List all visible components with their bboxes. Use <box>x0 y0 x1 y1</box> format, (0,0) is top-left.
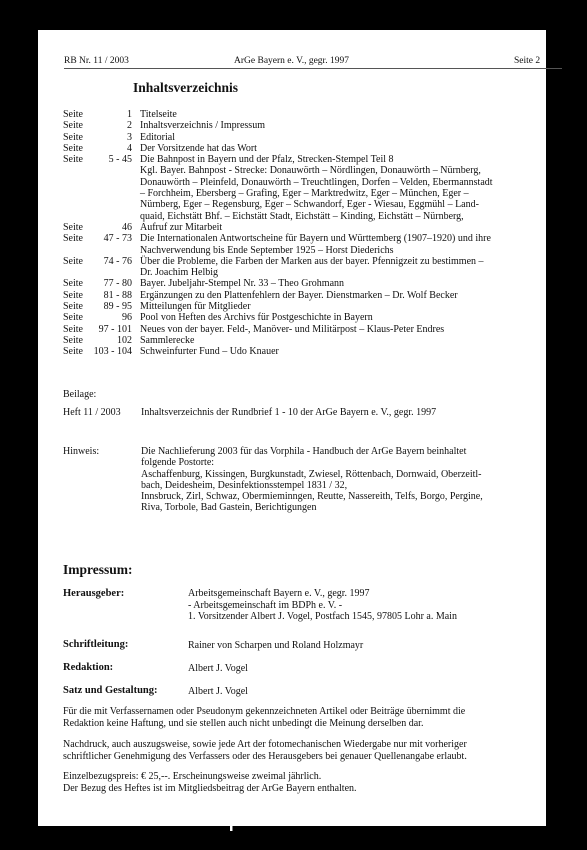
redaktion-value: Albert J. Vogel <box>188 663 248 674</box>
toc-entry-title: Dr. Joachim Helbig <box>140 267 219 279</box>
toc-entry-title: Mitteilungen für Mitglieder <box>140 301 251 313</box>
hinweis-line: folgende Postorte: <box>141 457 215 469</box>
hinweis-line: Die Nachlieferung 2003 für das Vorphila - Handbuch der ArGe Bayern beinhaltet <box>141 446 467 457</box>
toc-entry-title: Der Vorsitzende hat das Wort <box>140 142 257 154</box>
toc-page-number <box>93 245 140 256</box>
toc-seite-label: Seite <box>63 278 83 290</box>
toc-page-number: 47 - 73 <box>103 233 132 245</box>
toc-page-number: 96 <box>122 312 132 324</box>
toc-page-number <box>93 177 140 188</box>
toc-entry-title: Nürnberg, Eger – Regensburg, Eger – Schwandorf, Eger - Wiesau, Eggmühl – Land- <box>140 199 479 211</box>
toc-seite-label: Seite <box>63 142 83 154</box>
toc-page-number: 74 - 76 <box>103 255 132 267</box>
toc-page-number <box>93 211 140 222</box>
toc-entry-title: – Forchheim, Ebersberg – Grafing, Eger – Marktredwitz, Eger – München, Eger – <box>140 188 469 200</box>
toc-seite-label: Seite <box>63 346 83 358</box>
hinweis-label: Hinweis: <box>63 446 100 457</box>
toc-entry-title: Über die Probleme, die Farben der Marken aus der bayer. Pfennigzeit zu bestimmen – <box>140 255 484 267</box>
disclaimer-paragraph <box>63 706 545 729</box>
toc-seite-label: Seite <box>63 221 83 233</box>
hinweis-line: Innsbruck, Zirl, Schwaz, Obermieminngen, Reutte, Nassereith, Telfs, Borgo, Pergine, <box>141 491 483 503</box>
toc-seite-label: Seite <box>63 301 83 313</box>
toc-seite-label: Seite <box>63 312 83 324</box>
toc-row <box>63 177 543 188</box>
toc-page-number: 102 <box>117 334 132 346</box>
herausgeber-line: - Arbeitsgemeinschaft im BDPh e. V. - <box>188 599 343 611</box>
toc-page-number: 3 <box>127 131 132 143</box>
paragraph-line: schriftlicher Genehmigung des Verfassers oder des Herausgebers bei genauer Quellenangabe erlaubt. <box>63 750 467 762</box>
toc-entry-title: Ergänzungen zu den Plattenfehlern der Bayer. Dienstmarken – Dr. Wolf Becker <box>140 289 458 301</box>
toc-entry-title: Kgl. Bayer. Bahnpost - Strecke: Donauwörth – Nördlingen, Donauwörth – Nürnberg, <box>140 165 481 177</box>
hinweis-text <box>141 446 541 514</box>
header-issue: RB Nr. 11 / 2003 <box>64 56 129 66</box>
hinweis-line: bach, Deidesheim, Desinfektionsstempel 1831 / 32, <box>141 479 348 491</box>
toc-entry-title: quaid, Eichstätt Bhf. – Eichstätt Stadt, Eichstätt – Kinding, Eichstätt – Nürnberg, <box>140 210 464 222</box>
toc-row <box>63 290 543 301</box>
herausgeber-line: 1. Vorsitzender Albert J. Vogel, Postfach 1545, 97805 Lohr a. Main <box>188 611 457 622</box>
satz-value: Albert J. Vogel <box>188 686 248 697</box>
header-publisher: ArGe Bayern e. V., gegr. 1997 <box>234 56 349 66</box>
satz-label: Satz und Gestaltung: <box>63 685 158 696</box>
toc-title: Inhaltsverzeichnis <box>133 80 239 95</box>
toc-seite-label <box>63 199 93 210</box>
toc-row <box>63 188 543 199</box>
toc-page-number: 2 <box>127 120 132 132</box>
herausgeber-value <box>188 588 548 623</box>
toc-entry-title: Bayer. Jubeljahr-Stempel Nr. 33 – Theo Grohmann <box>140 278 345 290</box>
toc-row <box>63 324 543 335</box>
document-page <box>38 30 546 826</box>
toc-page-number: 97 - 101 <box>98 323 132 335</box>
toc-row <box>63 312 543 323</box>
toc-seite-label <box>63 165 93 176</box>
toc-row <box>63 256 543 267</box>
toc-row <box>63 233 543 244</box>
toc-entry-title: Sammlerecke <box>140 334 195 346</box>
toc-seite-label <box>63 177 93 188</box>
toc-seite-label: Seite <box>63 233 83 245</box>
header-rule <box>64 68 562 69</box>
toc-entry-title: Titelseite <box>140 109 177 120</box>
toc-seite-label: Seite <box>63 131 83 143</box>
toc-seite-label <box>63 211 93 222</box>
toc-entry-title: Aufruf zur Mitarbeit <box>140 221 223 233</box>
paragraph-line: Nachdruck, auch auszugsweise, sowie jede Art der fotomechanischen Wiedergabe nur mit vorheriger <box>63 739 467 750</box>
hinweis-line: Aschaffenburg, Kissingen, Burgkunstadt, Zwiesel, Röttenbach, Dornwaid, Oberzeitl- <box>141 468 482 480</box>
toc-row <box>63 211 543 222</box>
toc-row <box>63 267 543 278</box>
schriftleitung-value: Rainer von Scharpen und Roland Holzmayr <box>188 640 364 651</box>
toc-entry-title: Die Bahnpost in Bayern und der Pfalz, Strecken-Stempel Teil 8 <box>140 154 394 166</box>
toc-seite-label: Seite <box>63 334 83 346</box>
toc-row <box>63 222 543 233</box>
paragraph-line: Für die mit Verfassernamen oder Pseudonym gekennzeichneten Artikel oder Beiträge übernimmt die <box>63 706 466 717</box>
toc-row <box>63 245 543 256</box>
header-page-number: Seite 2 <box>514 56 541 66</box>
toc-seite-label <box>63 245 93 256</box>
toc-page-number: 89 - 95 <box>103 301 132 313</box>
toc-seite-label <box>63 188 93 199</box>
toc-entry-title: Neues von der bayer. Feld-, Manöver- und Militärpost – Klaus-Peter Endres <box>140 323 445 335</box>
toc-seite-label: Seite <box>63 120 83 132</box>
price-paragraph <box>63 771 545 794</box>
toc-seite-label: Seite <box>63 289 83 301</box>
watermark-url: www.philabooks.com <box>160 800 427 831</box>
toc-row <box>63 165 543 176</box>
toc-seite-label: Seite <box>63 154 83 166</box>
toc-page-number <box>93 267 140 278</box>
toc-entry-title: Die Internationalen Antwortscheine für Bayern und Württemberg (1907–1920) und ihre <box>140 233 491 245</box>
herausgeber-line: Arbeitsgemeinschaft Bayern e. V., gegr. 1997 <box>188 588 370 599</box>
beilage-text: Inhaltsverzeichnis der Rundbrief 1 - 10 der ArGe Bayern e. V., gegr. 1997 <box>141 407 437 418</box>
toc-page-number: 1 <box>127 109 132 120</box>
toc-page-number <box>93 165 140 176</box>
toc-page-number: 81 - 88 <box>103 289 132 301</box>
toc-row <box>63 154 543 165</box>
toc-row <box>63 335 543 346</box>
toc-seite-label: Seite <box>63 109 83 120</box>
reprint-paragraph <box>63 739 545 762</box>
toc-entry-title: Editorial <box>140 131 175 143</box>
toc-row <box>63 346 543 357</box>
toc-seite-label <box>63 267 93 278</box>
toc-page-number: 103 - 104 <box>93 346 132 358</box>
paragraph-line: Redaktion keine Haftung, und sie stellen auch nicht unbedingt die Meinung derselben dar. <box>63 717 424 729</box>
herausgeber-label: Herausgeber: <box>63 588 125 599</box>
toc-entry-title: Nachverwendung bis Ende September 1925 – Horst Diederichs <box>140 244 394 256</box>
impressum-title: Impressum: <box>63 562 133 577</box>
toc-page-number: 46 <box>122 221 132 233</box>
toc-row <box>63 301 543 312</box>
paragraph-line: Einzelbezugspreis: € 25,--. Erscheinungsweise zweimal jährlich. <box>63 771 322 782</box>
toc-entry-title: Inhaltsverzeichnis / Impressum <box>140 120 265 132</box>
toc-entry-title: Donauwörth – Pleinfeld, Donauwörth – Treuchtlingen, Dorfen – Velden, Ebermannstadt <box>140 176 493 188</box>
hinweis-line: Riva, Torbole, Bad Gastein, Berichtigungen <box>141 502 317 514</box>
toc-seite-label: Seite <box>63 255 83 267</box>
toc-page-number: 4 <box>127 142 132 154</box>
toc-entry-title: Pool von Heften des Archivs für Postgeschichte in Bayern <box>140 312 373 324</box>
schriftleitung-label: Schriftleitung: <box>63 639 129 650</box>
table-of-contents <box>63 109 543 358</box>
beilage-heft: Heft 11 / 2003 <box>63 407 121 418</box>
toc-row <box>63 120 543 131</box>
toc-row <box>63 199 543 210</box>
beilage-label: Beilage: <box>63 389 97 400</box>
paragraph-line: Der Bezug des Heftes ist im Mitgliedsbeitrag der ArGe Bayern enthalten. <box>63 782 357 794</box>
redaktion-label: Redaktion: <box>63 662 114 673</box>
toc-page-number: 5 - 45 <box>108 154 132 166</box>
toc-row <box>63 109 543 120</box>
toc-page-number <box>93 199 140 210</box>
toc-entry-title: Schweinfurter Fund – Udo Knauer <box>140 346 279 358</box>
toc-page-number <box>93 188 140 199</box>
toc-seite-label: Seite <box>63 323 83 335</box>
toc-row <box>63 278 543 289</box>
toc-page-number: 77 - 80 <box>103 278 132 290</box>
toc-row <box>63 132 543 143</box>
toc-row <box>63 143 543 154</box>
